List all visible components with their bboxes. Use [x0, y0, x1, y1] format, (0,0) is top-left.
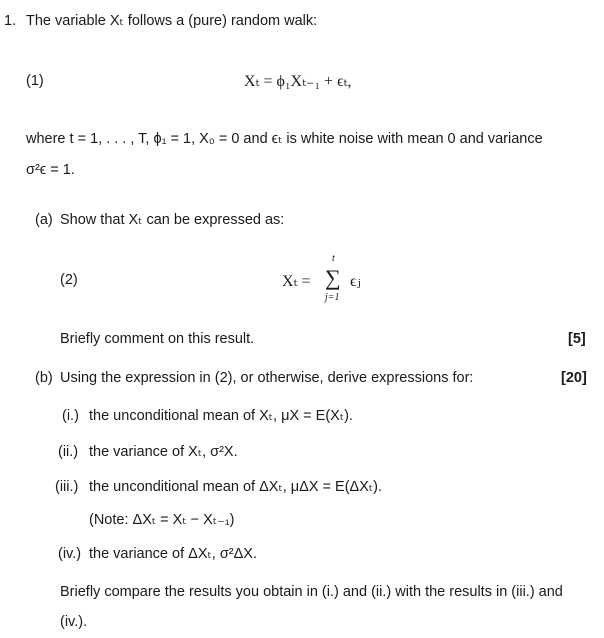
- item-i-number: (i.): [62, 408, 79, 424]
- item-iii-note: (Note: ΔXₜ = Xₜ − Xₜ₋₁): [89, 512, 235, 528]
- where-line-1: where t = 1, . . . , T, ϕ₁ = 1, X₀ = 0 and ϵₜ is white noise with mean 0 and variance: [26, 131, 543, 147]
- compare-line-2: (iv.).: [60, 614, 88, 630]
- item-iii-number: (iii.): [55, 479, 79, 495]
- sigma-symbol: ∑: [325, 265, 341, 290]
- sum-upper-limit: t: [332, 253, 335, 264]
- item-iv-number: (iv.): [58, 546, 82, 562]
- equation-2: [280, 251, 370, 311]
- equation-1: Xₜ = ϕ₁Xₜ₋₁ + ϵₜ,: [244, 73, 352, 90]
- item-ii-number: (ii.): [58, 444, 79, 460]
- item-iv-text: the variance of ΔXₜ, σ²ΔX.: [89, 546, 257, 562]
- part-b-label: (b): [35, 370, 53, 386]
- part-b-marks: [20]: [561, 370, 587, 386]
- part-a-text: Show that Xₜ can be expressed as:: [60, 212, 285, 228]
- part-a-label: (a): [35, 212, 53, 228]
- equation-1-tag: (1): [26, 73, 44, 89]
- item-ii-text: the variance of Xₜ, σ²X.: [89, 444, 238, 460]
- question-number: 1.: [4, 13, 17, 29]
- question-intro: The variable Xₜ follows a (pure) random walk:: [26, 13, 318, 29]
- item-i-text: the unconditional mean of Xₜ, μX = E(Xₜ).: [89, 408, 353, 424]
- where-line-2: σ²ϵ = 1.: [26, 162, 75, 178]
- equation-2-lhs: Xₜ =: [282, 273, 311, 290]
- sum-lower-limit: j=1: [325, 292, 340, 303]
- part-b-text: Using the expression in (2), or otherwise, derive expressions for:: [60, 370, 474, 386]
- part-a-marks: [5]: [568, 331, 586, 347]
- part-a-comment: Briefly comment on this result.: [60, 331, 255, 347]
- sum-term: ϵⱼ: [350, 273, 361, 290]
- equation-2-tag: (2): [60, 272, 78, 288]
- item-iii-text: the unconditional mean of ΔXₜ, μΔX = E(ΔXₜ).: [89, 479, 383, 495]
- compare-line-1: Briefly compare the results you obtain in (i.) and (ii.) with the results in (iii.) and: [60, 584, 563, 600]
